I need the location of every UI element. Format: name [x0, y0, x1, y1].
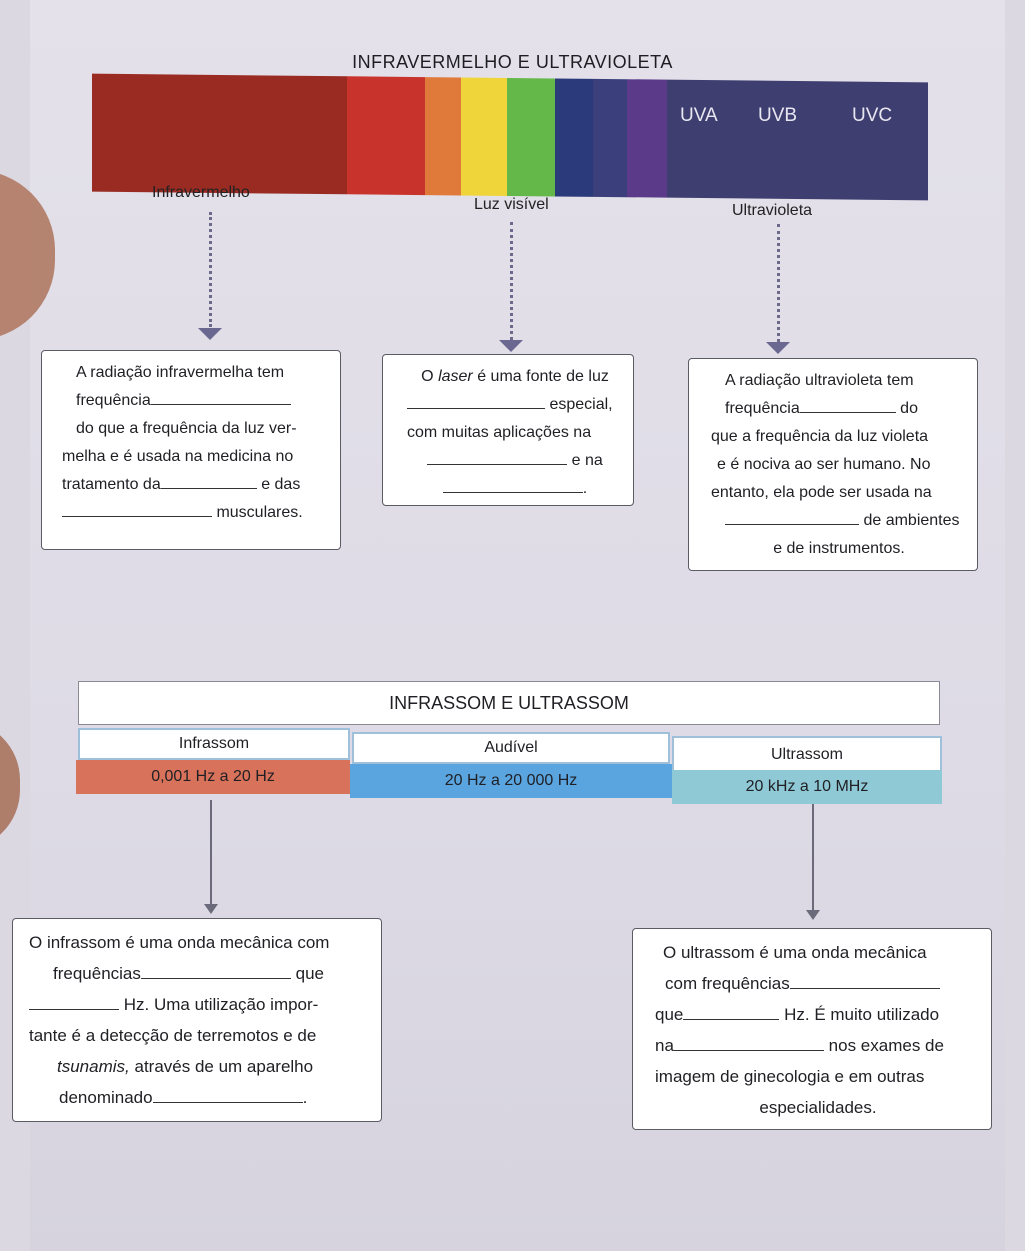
uv-line-7: e de instrumentos. [773, 540, 905, 557]
uva-label: UVA [680, 105, 718, 126]
band-red [347, 76, 425, 195]
ultra-line-2 [655, 968, 981, 999]
band-violet [627, 79, 667, 197]
blank-ultra-frequency[interactable] [790, 972, 940, 989]
visible-dotted-line [510, 222, 513, 340]
band-yellow [461, 77, 507, 195]
visible-label: Luz visível [474, 196, 549, 213]
visible-line-4 [407, 447, 623, 475]
uv-environments-label: de ambientes [863, 512, 960, 529]
infra-que-label: que [295, 964, 324, 983]
infrasound-connector-line [210, 800, 212, 904]
visible-and-label: e na [571, 452, 603, 469]
infra-line-3 [29, 989, 371, 1020]
infrared-line-5 [62, 471, 330, 499]
uv-line-1: A radiação ultravioleta tem [725, 372, 914, 389]
infrared-line-6 [62, 499, 330, 527]
visible-line-5 [407, 475, 623, 503]
section2-title: INFRASSOM E ULTRASSOM [78, 681, 940, 725]
visible-line-2 [407, 391, 623, 419]
visible-laser-word: laser [438, 368, 473, 385]
ultrasound-arrowhead [806, 910, 820, 920]
visible-source-label: é uma fonte de luz [477, 368, 609, 385]
visible-o-label: O [421, 368, 434, 385]
infra-line-2 [29, 958, 371, 989]
ultra-que-label: que [655, 1005, 684, 1024]
ultraviolet-dotted-line [777, 224, 780, 342]
infra-line-1: O infrassom é uma onda mecânica com [29, 933, 330, 952]
band-orange [425, 77, 461, 195]
value-ultrasound: 20 kHz a 10 MHz [672, 770, 942, 804]
visible-text-box [382, 354, 634, 506]
ultraviolet-label: Ultravioleta [732, 202, 813, 219]
ultra-usage-label: Hz. É muito utilizado [784, 1005, 940, 1024]
visible-arrowhead [499, 340, 523, 352]
value-infrasound: 0,001 Hz a 20 Hz [76, 760, 350, 794]
infrared-line-2 [62, 387, 330, 415]
header-ultrasound: Ultrassom [672, 736, 942, 772]
band-indigo [593, 79, 627, 197]
blank-infrared-muscular[interactable] [62, 500, 212, 517]
ultra-frequencies-label: com frequências [665, 974, 790, 993]
infrared-muscular-label: musculares. [216, 504, 303, 521]
visible-period: . [582, 480, 588, 497]
ultra-line-3 [655, 999, 981, 1030]
infra-frequencies-label: frequências [53, 964, 141, 983]
blank-infra-device[interactable] [153, 1086, 303, 1103]
infrared-dotted-line [209, 212, 212, 327]
value-audible: 20 Hz a 20 000 Hz [350, 764, 672, 798]
band-uv [667, 80, 928, 201]
infra-line-4: tante é a detecção de terremotos e de [29, 1026, 317, 1045]
ultrasound-connector-line [812, 804, 814, 910]
ultraviolet-arrowhead [766, 342, 790, 354]
ultra-line-5: imagem de ginecologia e em outras [655, 1067, 925, 1086]
blank-infra-hz[interactable] [29, 993, 119, 1010]
ultra-line-6: especialidades. [759, 1098, 877, 1117]
infrared-label: Infravermelho [152, 184, 250, 201]
blank-infrared-treatment[interactable] [161, 472, 257, 489]
ultra-exams-label: nos exames de [828, 1036, 944, 1055]
uv-line-6 [711, 507, 967, 535]
infrared-and-label: e das [261, 476, 301, 493]
finger-photo-edge [0, 720, 20, 850]
section1-title: INFRAVERMELHO E ULTRAVIOLETA [352, 52, 673, 72]
infra-named-label: denominado [59, 1088, 153, 1107]
infrared-line-3: do que a frequência da luz ver- [76, 420, 297, 437]
uv-do-label: do [900, 400, 918, 417]
header-audible: Audível [352, 732, 670, 764]
infra-line-6 [29, 1082, 371, 1113]
spectrum-bar [92, 74, 928, 201]
uv-frequency-label: frequência [725, 400, 800, 417]
ultrasound-text-box [632, 928, 992, 1130]
infra-usage-label: Hz. Uma utilização impor- [123, 995, 319, 1014]
blank-uv-sterilization[interactable] [725, 508, 859, 525]
band-blue [555, 78, 593, 196]
visible-line-3: com muitas aplicações na [407, 424, 592, 441]
visible-line-1 [407, 363, 623, 391]
ultra-line-4 [655, 1030, 981, 1061]
ultra-na-label: na [655, 1036, 674, 1055]
blank-infra-frequency[interactable] [141, 962, 291, 979]
ultra-line-1: O ultrassom é uma onda mecânica [663, 943, 927, 962]
blank-ultra-hz[interactable] [683, 1003, 779, 1020]
infrasound-arrowhead [204, 904, 218, 914]
uv-line-4: e é nociva ao ser humano. No [717, 456, 931, 473]
band-green [507, 78, 555, 197]
uv-line-5: entanto, ela pode ser usada na [711, 484, 932, 501]
blank-infrared-frequency[interactable] [151, 388, 291, 405]
infrared-line-4: melha e é usada na medicina no [62, 448, 294, 465]
ultraviolet-text-box [688, 358, 978, 571]
infrared-arrowhead [198, 328, 222, 340]
header-infrasound: Infrassom [78, 728, 350, 760]
uvc-label: UVC [852, 105, 893, 126]
infrasound-text-box [12, 918, 382, 1122]
infra-device-label: através de um aparelho [134, 1057, 314, 1076]
blank-ultra-area[interactable] [674, 1034, 824, 1051]
infra-period: . [302, 1088, 308, 1107]
blank-uv-frequency[interactable] [800, 396, 896, 413]
blank-visible-second[interactable] [443, 476, 583, 493]
infrared-line-1: A radiação infravermelha tem [76, 364, 285, 381]
blank-visible-special[interactable] [407, 392, 545, 409]
uvb-label: UVB [758, 105, 798, 126]
infrared-frequency-label: frequência [76, 392, 151, 409]
visible-special-label: especial, [549, 396, 613, 413]
infrared-treatment-label: tratamento da [62, 476, 161, 493]
uv-line-3: que a frequência da luz violeta [711, 428, 929, 445]
infrared-text-box [41, 350, 341, 550]
band-infrared [92, 74, 347, 195]
infra-tsunamis-word: tsunamis, [57, 1057, 130, 1076]
uv-line-2 [711, 395, 967, 423]
infra-line-5 [29, 1051, 371, 1082]
blank-visible-application[interactable] [427, 448, 567, 465]
